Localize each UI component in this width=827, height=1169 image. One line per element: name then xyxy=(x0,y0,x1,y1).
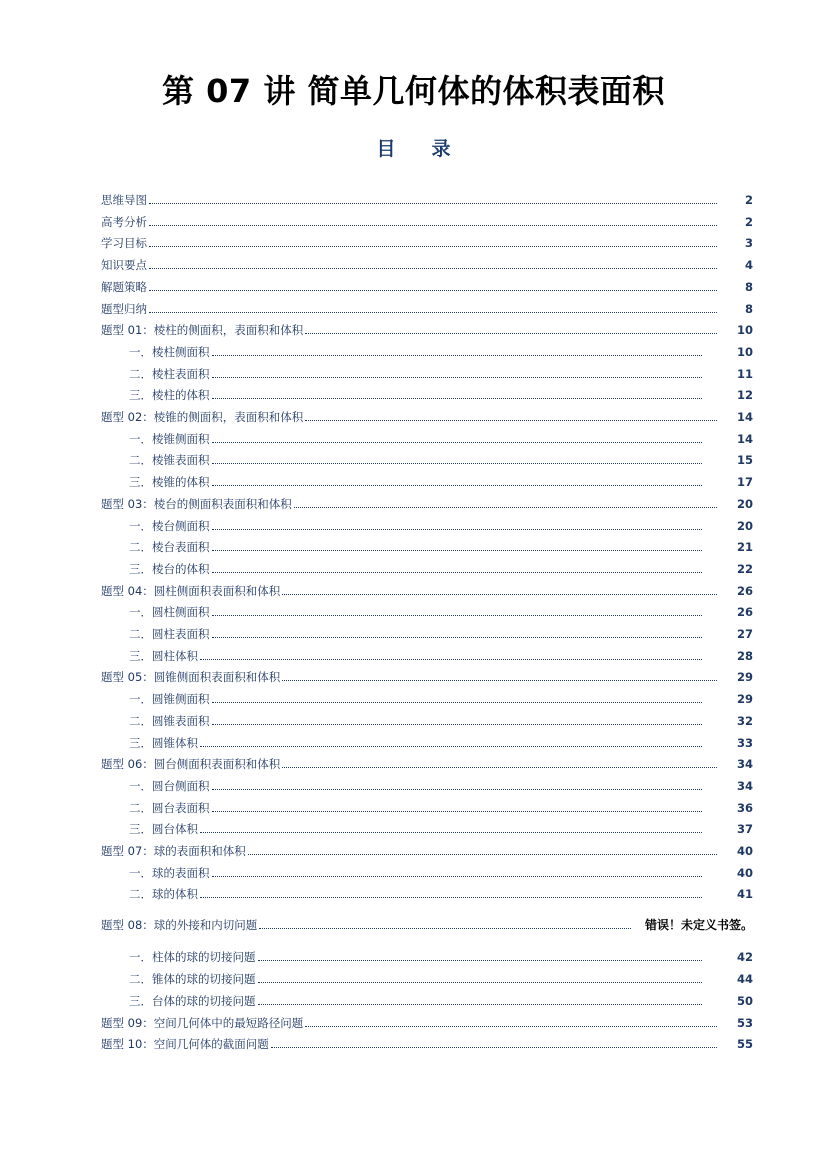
toc-entry-label: 题型 09：空间几何体中的最短路径问题 xyxy=(101,1015,304,1030)
toc-entry-label: 二．棱台表面积 xyxy=(129,540,210,555)
toc-leader-dots xyxy=(305,1026,717,1027)
toc-entry[interactable] xyxy=(101,494,753,512)
toc-leader-dots xyxy=(305,420,717,421)
toc-entry[interactable] xyxy=(101,884,753,902)
toc-entry-page-number: 34 xyxy=(736,757,753,772)
toc-entry[interactable] xyxy=(101,754,753,772)
toc-entry-label: 高考分析 xyxy=(101,214,147,229)
toc-entry-label: 三．圆柱体积 xyxy=(129,648,198,663)
toc-entry[interactable] xyxy=(101,733,753,751)
toc-heading: 目录 xyxy=(376,138,487,160)
toc-leader-dots xyxy=(212,637,703,638)
toc-leader-dots xyxy=(282,680,717,681)
toc-entry[interactable] xyxy=(101,277,753,295)
toc-entry[interactable] xyxy=(101,429,753,447)
toc-entry-label: 二．棱柱表面积 xyxy=(129,366,210,381)
toc-entry-page-number: 10 xyxy=(736,344,753,359)
toc-entry-label: 三．台体的球的切接问题 xyxy=(129,993,256,1008)
toc-entry[interactable] xyxy=(101,364,753,382)
toc-entry-label: 题型归纳 xyxy=(101,301,147,316)
toc-leader-dots xyxy=(282,767,717,768)
toc-entry[interactable] xyxy=(101,385,753,403)
toc-entry-page-number: 12 xyxy=(736,388,753,403)
toc-entry[interactable] xyxy=(101,342,753,360)
toc-leader-dots xyxy=(212,615,703,616)
toc-entry-page-number: 2 xyxy=(744,214,753,229)
toc-entry-page-number: 32 xyxy=(736,713,753,728)
toc-entry-page-number: 错误！未定义书签。 xyxy=(644,918,753,933)
toc-entry[interactable] xyxy=(101,841,753,859)
toc-entry-page-number: 41 xyxy=(736,887,753,902)
toc-leader-dots xyxy=(258,960,703,961)
toc-entry[interactable] xyxy=(101,516,753,534)
toc-entry-label: 一．圆台侧面积 xyxy=(129,778,210,793)
toc-entry-label: 题型 02：棱锥的侧面积，表面积和体积 xyxy=(101,410,304,424)
toc-leader-dots xyxy=(212,463,703,464)
toc-entry[interactable] xyxy=(101,624,753,642)
toc-entry[interactable] xyxy=(101,537,753,555)
toc-entry[interactable] xyxy=(101,667,753,685)
toc-entry-page-number: 4 xyxy=(744,258,753,273)
toc-leader-dots xyxy=(200,659,702,660)
toc-entry-label: 二．球的体积 xyxy=(129,887,198,902)
toc-entry-page-number: 20 xyxy=(736,518,753,533)
toc-entry-label: 题型 05：圆锥侧面积表面积和体积 xyxy=(101,670,281,685)
toc-entry-page-number: 21 xyxy=(736,540,753,555)
toc-leader-dots xyxy=(248,854,717,855)
toc-entry-page-number: 34 xyxy=(736,778,753,793)
toc-entry-label: 一．棱柱侧面积 xyxy=(129,344,210,359)
toc-leader-dots xyxy=(212,572,703,573)
toc-entry-page-number: 40 xyxy=(736,844,753,858)
toc-entry-page-number: 28 xyxy=(736,648,753,663)
toc-leader-dots xyxy=(149,246,717,247)
toc-leader-dots xyxy=(200,746,702,747)
toc-leader-dots xyxy=(212,442,703,443)
toc-entry[interactable] xyxy=(101,559,753,577)
toc-entry[interactable] xyxy=(101,299,753,317)
toc-leader-dots xyxy=(200,832,702,833)
toc-entry[interactable] xyxy=(101,1013,753,1031)
toc-entry-label: 三．棱锥的体积 xyxy=(129,475,210,490)
toc-entry-label: 二．圆锥表面积 xyxy=(129,713,210,728)
toc-entry[interactable] xyxy=(101,711,753,729)
toc-entry-label: 知识要点 xyxy=(101,258,147,273)
toc-entry-page-number: 10 xyxy=(736,323,753,338)
toc-entry-page-number: 15 xyxy=(736,453,753,468)
toc-entry[interactable] xyxy=(101,1034,753,1052)
toc-entry[interactable] xyxy=(101,863,753,881)
toc-leader-dots xyxy=(258,982,703,983)
toc-leader-dots xyxy=(212,789,703,790)
toc-leader-dots xyxy=(149,203,717,204)
toc-entry-page-number: 33 xyxy=(736,735,753,750)
toc-leader-dots xyxy=(212,485,703,486)
toc-entry[interactable] xyxy=(101,689,753,707)
toc-entry[interactable] xyxy=(101,798,753,816)
toc-entry[interactable] xyxy=(101,255,753,273)
toc-entry-label: 三．圆台体积 xyxy=(129,822,198,837)
toc-entry[interactable] xyxy=(101,581,753,599)
toc-leader-dots xyxy=(212,398,703,399)
toc-entry-page-number: 40 xyxy=(736,865,753,880)
toc-entry[interactable] xyxy=(101,407,753,425)
toc-leader-dots xyxy=(212,550,703,551)
toc-leader-dots xyxy=(200,897,702,898)
toc-entry-page-number: 27 xyxy=(736,627,753,641)
toc-entry-label: 一．球的表面积 xyxy=(129,865,210,880)
toc-entry-page-number: 29 xyxy=(736,670,753,685)
toc-entry-label: 一．柱体的球的切接问题 xyxy=(129,950,256,965)
toc-entry[interactable] xyxy=(101,969,753,987)
toc-entry-page-number: 26 xyxy=(736,583,753,598)
toc-entry[interactable] xyxy=(101,602,753,620)
toc-entry[interactable] xyxy=(101,233,753,251)
toc-leader-dots xyxy=(212,355,703,356)
toc-entry-label: 一．圆柱侧面积 xyxy=(129,605,210,620)
toc-leader-dots xyxy=(305,333,717,334)
toc-leader-dots xyxy=(271,1047,717,1048)
toc-entry[interactable] xyxy=(101,991,753,1009)
toc-leader-dots xyxy=(282,594,717,595)
toc-entry-label: 题型 04：圆柱侧面积表面积和体积 xyxy=(101,583,281,598)
toc-entry-label: 三．圆锥体积 xyxy=(129,735,198,750)
toc-leader-dots xyxy=(258,1004,703,1005)
toc-entry-label: 二．锥体的球的切接问题 xyxy=(129,972,256,987)
toc-entry-label: 三．棱台的体积 xyxy=(129,561,210,576)
toc-entry-page-number: 50 xyxy=(736,993,753,1008)
toc-entry[interactable] xyxy=(101,646,753,664)
toc-entry[interactable] xyxy=(101,212,753,230)
document-title: 第 07 讲 简单几何体的体积表面积 xyxy=(162,72,665,110)
toc-entry[interactable] xyxy=(101,472,753,490)
toc-entry[interactable] xyxy=(101,320,753,338)
toc-leader-dots xyxy=(212,529,703,530)
toc-entry-page-number: 37 xyxy=(736,822,753,837)
toc-entry[interactable] xyxy=(101,776,753,794)
toc-entry-page-number: 3 xyxy=(744,236,753,251)
toc-entry-page-number: 44 xyxy=(736,972,753,987)
toc-entry-label: 思维导图 xyxy=(101,193,147,207)
toc-entry[interactable] xyxy=(101,947,753,965)
toc-entry-page-number: 20 xyxy=(736,496,753,511)
toc-leader-dots xyxy=(212,724,703,725)
toc-entry[interactable] xyxy=(101,819,753,837)
toc-leader-dots xyxy=(212,811,703,812)
toc-leader-dots xyxy=(149,290,717,291)
toc-entry-label: 三．棱柱的体积 xyxy=(129,388,210,403)
toc-entry-page-number: 55 xyxy=(736,1037,753,1052)
toc-entry-page-number: 22 xyxy=(736,561,753,576)
toc-entry-label: 题型 08：球的外接和内切问题 xyxy=(101,918,258,933)
toc-entry[interactable] xyxy=(101,915,753,933)
toc-leader-dots xyxy=(149,268,717,269)
toc-entry-label: 二．圆台表面积 xyxy=(129,800,210,815)
toc-leader-dots xyxy=(259,928,631,929)
toc-entry-label: 二．圆柱表面积 xyxy=(129,627,210,641)
toc-entry[interactable] xyxy=(101,450,753,468)
toc-entry[interactable] xyxy=(101,190,753,208)
toc-entry-page-number: 36 xyxy=(736,800,753,815)
toc-leader-dots xyxy=(149,312,717,313)
toc-entry-page-number: 8 xyxy=(744,301,753,316)
toc-entry-page-number: 11 xyxy=(736,366,753,381)
toc-entry-label: 一．圆锥侧面积 xyxy=(129,692,210,707)
toc-entry-page-number: 17 xyxy=(736,475,753,490)
toc-entry-page-number: 42 xyxy=(736,950,753,965)
toc-entry-label: 一．棱台侧面积 xyxy=(129,518,210,533)
toc-entry-label: 题型 06：圆台侧面积表面积和体积 xyxy=(101,757,281,772)
toc-entry-page-number: 8 xyxy=(744,279,753,294)
toc-entry-label: 二．棱锥表面积 xyxy=(129,453,210,468)
toc-entry-page-number: 29 xyxy=(736,692,753,707)
toc-entry-label: 题型 10：空间几何体的截面问题 xyxy=(101,1037,269,1052)
toc-entry-label: 学习目标 xyxy=(101,236,147,251)
toc-entry-page-number: 14 xyxy=(736,410,753,424)
toc-leader-dots xyxy=(212,377,703,378)
toc-entry-label: 题型 07：球的表面积和体积 xyxy=(101,844,246,858)
toc-leader-dots xyxy=(149,225,717,226)
toc-entry-label: 解题策略 xyxy=(101,279,147,294)
toc-leader-dots xyxy=(212,876,703,877)
toc-entry-label: 一．棱锥侧面积 xyxy=(129,431,210,446)
toc-entry-label: 题型 03：棱台的侧面积表面积和体积 xyxy=(101,496,292,511)
toc-entry-page-number: 14 xyxy=(736,431,753,446)
toc-leader-dots xyxy=(212,702,703,703)
toc-entry-page-number: 2 xyxy=(744,193,753,207)
toc-entry-label: 题型 01：棱柱的侧面积，表面积和体积 xyxy=(101,323,304,338)
toc-entry-page-number: 26 xyxy=(736,605,753,620)
toc-leader-dots xyxy=(294,507,717,508)
toc-entry-page-number: 53 xyxy=(736,1015,753,1030)
